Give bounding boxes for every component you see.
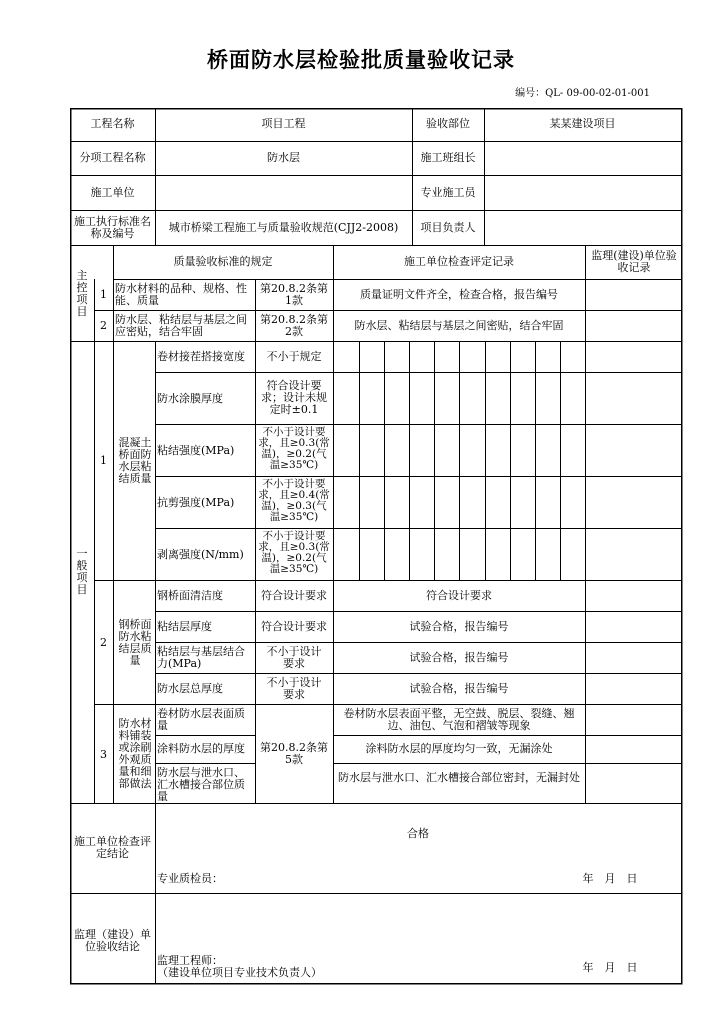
g2-row-4-item: 防水层总厚度 — [157, 682, 223, 695]
g1-row-3-item: 粘结强度(MPa) — [157, 444, 235, 457]
sub-project-value: 防水层 — [267, 151, 300, 164]
g3-row-3-result: 防水层与泄水口、汇水槽接合部位密封，无漏封处 — [338, 771, 580, 784]
acceptance-part-value: 某某建设项目 — [549, 117, 616, 130]
supervisor-engineer-note: （建设单位项目专业技术负责人） — [157, 966, 322, 979]
g1-row-2-req: 符合设计要求；设计未规定时±0.1 — [261, 379, 327, 416]
group-1-name: 混凝土桥面防水层粘结质量 — [118, 436, 152, 485]
serial-number: 编号：QL- 09-00-02-01-001 — [515, 88, 650, 99]
main-row-1-item: 防水材料的品种、规格、性能、质量 — [115, 282, 247, 307]
standard-value: 城市桥梁工程施工与质量验收规范(CJJ2-2008) — [168, 221, 399, 234]
sub-project-label: 分项工程名称 — [79, 151, 146, 164]
main-row-2-result: 防水层、粘结层与基层之间密贴，结合牢固 — [354, 319, 564, 332]
supervision-date: 年 月 日 — [582, 961, 638, 974]
project-name-value: 项目工程 — [261, 117, 306, 130]
main-row-2-item: 防水层、粘结层与基层之间应密贴，结合牢固 — [115, 313, 247, 338]
g3-row-3-item: 防水层与泄水口、汇水槽接合部位质量 — [157, 766, 245, 803]
main-row-1-clause: 第20.8.2条第1款 — [260, 282, 328, 307]
document-title: 桥面防水层检验批质量验收记录 — [207, 48, 515, 72]
project-name-label: 工程名称 — [90, 117, 135, 130]
general-items-label: 一般项目 — [76, 547, 88, 596]
supervisor-engineer-label: 监理工程师： — [157, 954, 223, 967]
g1-row-1-req: 不小于规定 — [266, 350, 322, 363]
standard-column-header: 质量验收标准的规定 — [173, 255, 273, 268]
group-2-no: 2 — [100, 636, 107, 649]
g1-row-2-item: 防水涂膜厚度 — [157, 392, 223, 405]
standard-label: 施工执行标准名称及编号 — [74, 215, 151, 240]
g1-row-3-req: 不小于设计要求，且≥0.3(常温)，≥0.2(气温≥35℃) — [258, 426, 330, 471]
g1-row-1-item: 卷材接茬搭接宽度 — [157, 350, 245, 363]
group-1-no: 1 — [100, 454, 107, 467]
g1-row-4-req: 不小于设计要求，且≥0.4(常温)，≥0.3(气温≥35℃) — [258, 478, 330, 523]
conclusion-label: 施工单位检查评定结论 — [74, 835, 151, 860]
conclusion-date: 年 月 日 — [582, 872, 638, 885]
g3-clause: 第20.8.2条第5款 — [260, 741, 328, 766]
main-control-label: 主控项目 — [76, 269, 88, 318]
g2-row-3-item: 粘结层与基层结合力(MPa) — [157, 645, 245, 670]
g3-row-1-result: 卷材防水层表面平整，无空鼓、脱层、裂缝、翘边、油包、气泡和褶皱等现象 — [343, 707, 575, 732]
team-leader-label: 施工班组长 — [420, 151, 476, 164]
group-3-no: 3 — [100, 748, 107, 761]
g3-row-2-result: 涂料防水层的厚度均匀一致，无漏涂处 — [365, 742, 553, 755]
main-row-1-no: 1 — [100, 288, 107, 301]
supervisor-column-header: 监理(建设)单位验收记录 — [591, 249, 677, 274]
group-3-name: 防水材料铺装或涂刷外观质量和细部做法 — [118, 717, 152, 790]
g2-row-4-result: 试验合格，报告编号 — [409, 682, 509, 695]
g2-row-3-result: 试验合格，报告编号 — [409, 651, 509, 664]
quality-inspector-label: 专业质检员： — [157, 872, 223, 885]
acceptance-part-label: 验收部位 — [426, 117, 470, 130]
pro-worker-label: 专业施工员 — [420, 186, 476, 199]
g2-row-3-req: 不小于设计要求 — [266, 645, 322, 670]
g3-row-2-item: 涂料防水层的厚度 — [157, 742, 245, 755]
main-row-2-clause: 第20.8.2条第2款 — [260, 313, 328, 338]
g1-row-5-req: 不小于设计要求，且≥0.3(常温)，≥0.2(气温≥35℃) — [258, 530, 330, 575]
main-row-1-result: 质量证明文件齐全，检查合格，报告编号 — [360, 288, 558, 301]
conclusion-result: 合格 — [407, 827, 429, 840]
g3-row-1-item: 卷材防水层表面质量 — [157, 707, 245, 732]
check-column-header: 施工单位检查评定记录 — [404, 255, 514, 268]
g1-row-5-item: 剥离强度(N/mm) — [157, 548, 244, 561]
g2-row-2-result: 试验合格，报告编号 — [409, 620, 509, 633]
g2-row-1-req: 符合设计要求 — [261, 589, 327, 602]
g2-row-2-item: 粘结层厚度 — [157, 620, 212, 633]
construction-unit-label: 施工单位 — [90, 186, 135, 199]
g2-row-4-req: 不小于设计要求 — [266, 676, 322, 701]
group-2-name: 钢桥面防水粘结层质量 — [118, 618, 152, 667]
g2-row-1-item: 钢桥面清洁度 — [157, 589, 223, 602]
project-manager-label: 项目负责人 — [420, 221, 476, 234]
main-row-2-no: 2 — [100, 319, 107, 332]
g1-row-4-item: 抗剪强度(MPa) — [157, 496, 235, 509]
g2-row-1-result: 符合设计要求 — [426, 589, 492, 602]
supervision-label: 监理（建设）单位验收结论 — [74, 928, 151, 953]
g2-row-2-req: 符合设计要求 — [261, 620, 327, 633]
